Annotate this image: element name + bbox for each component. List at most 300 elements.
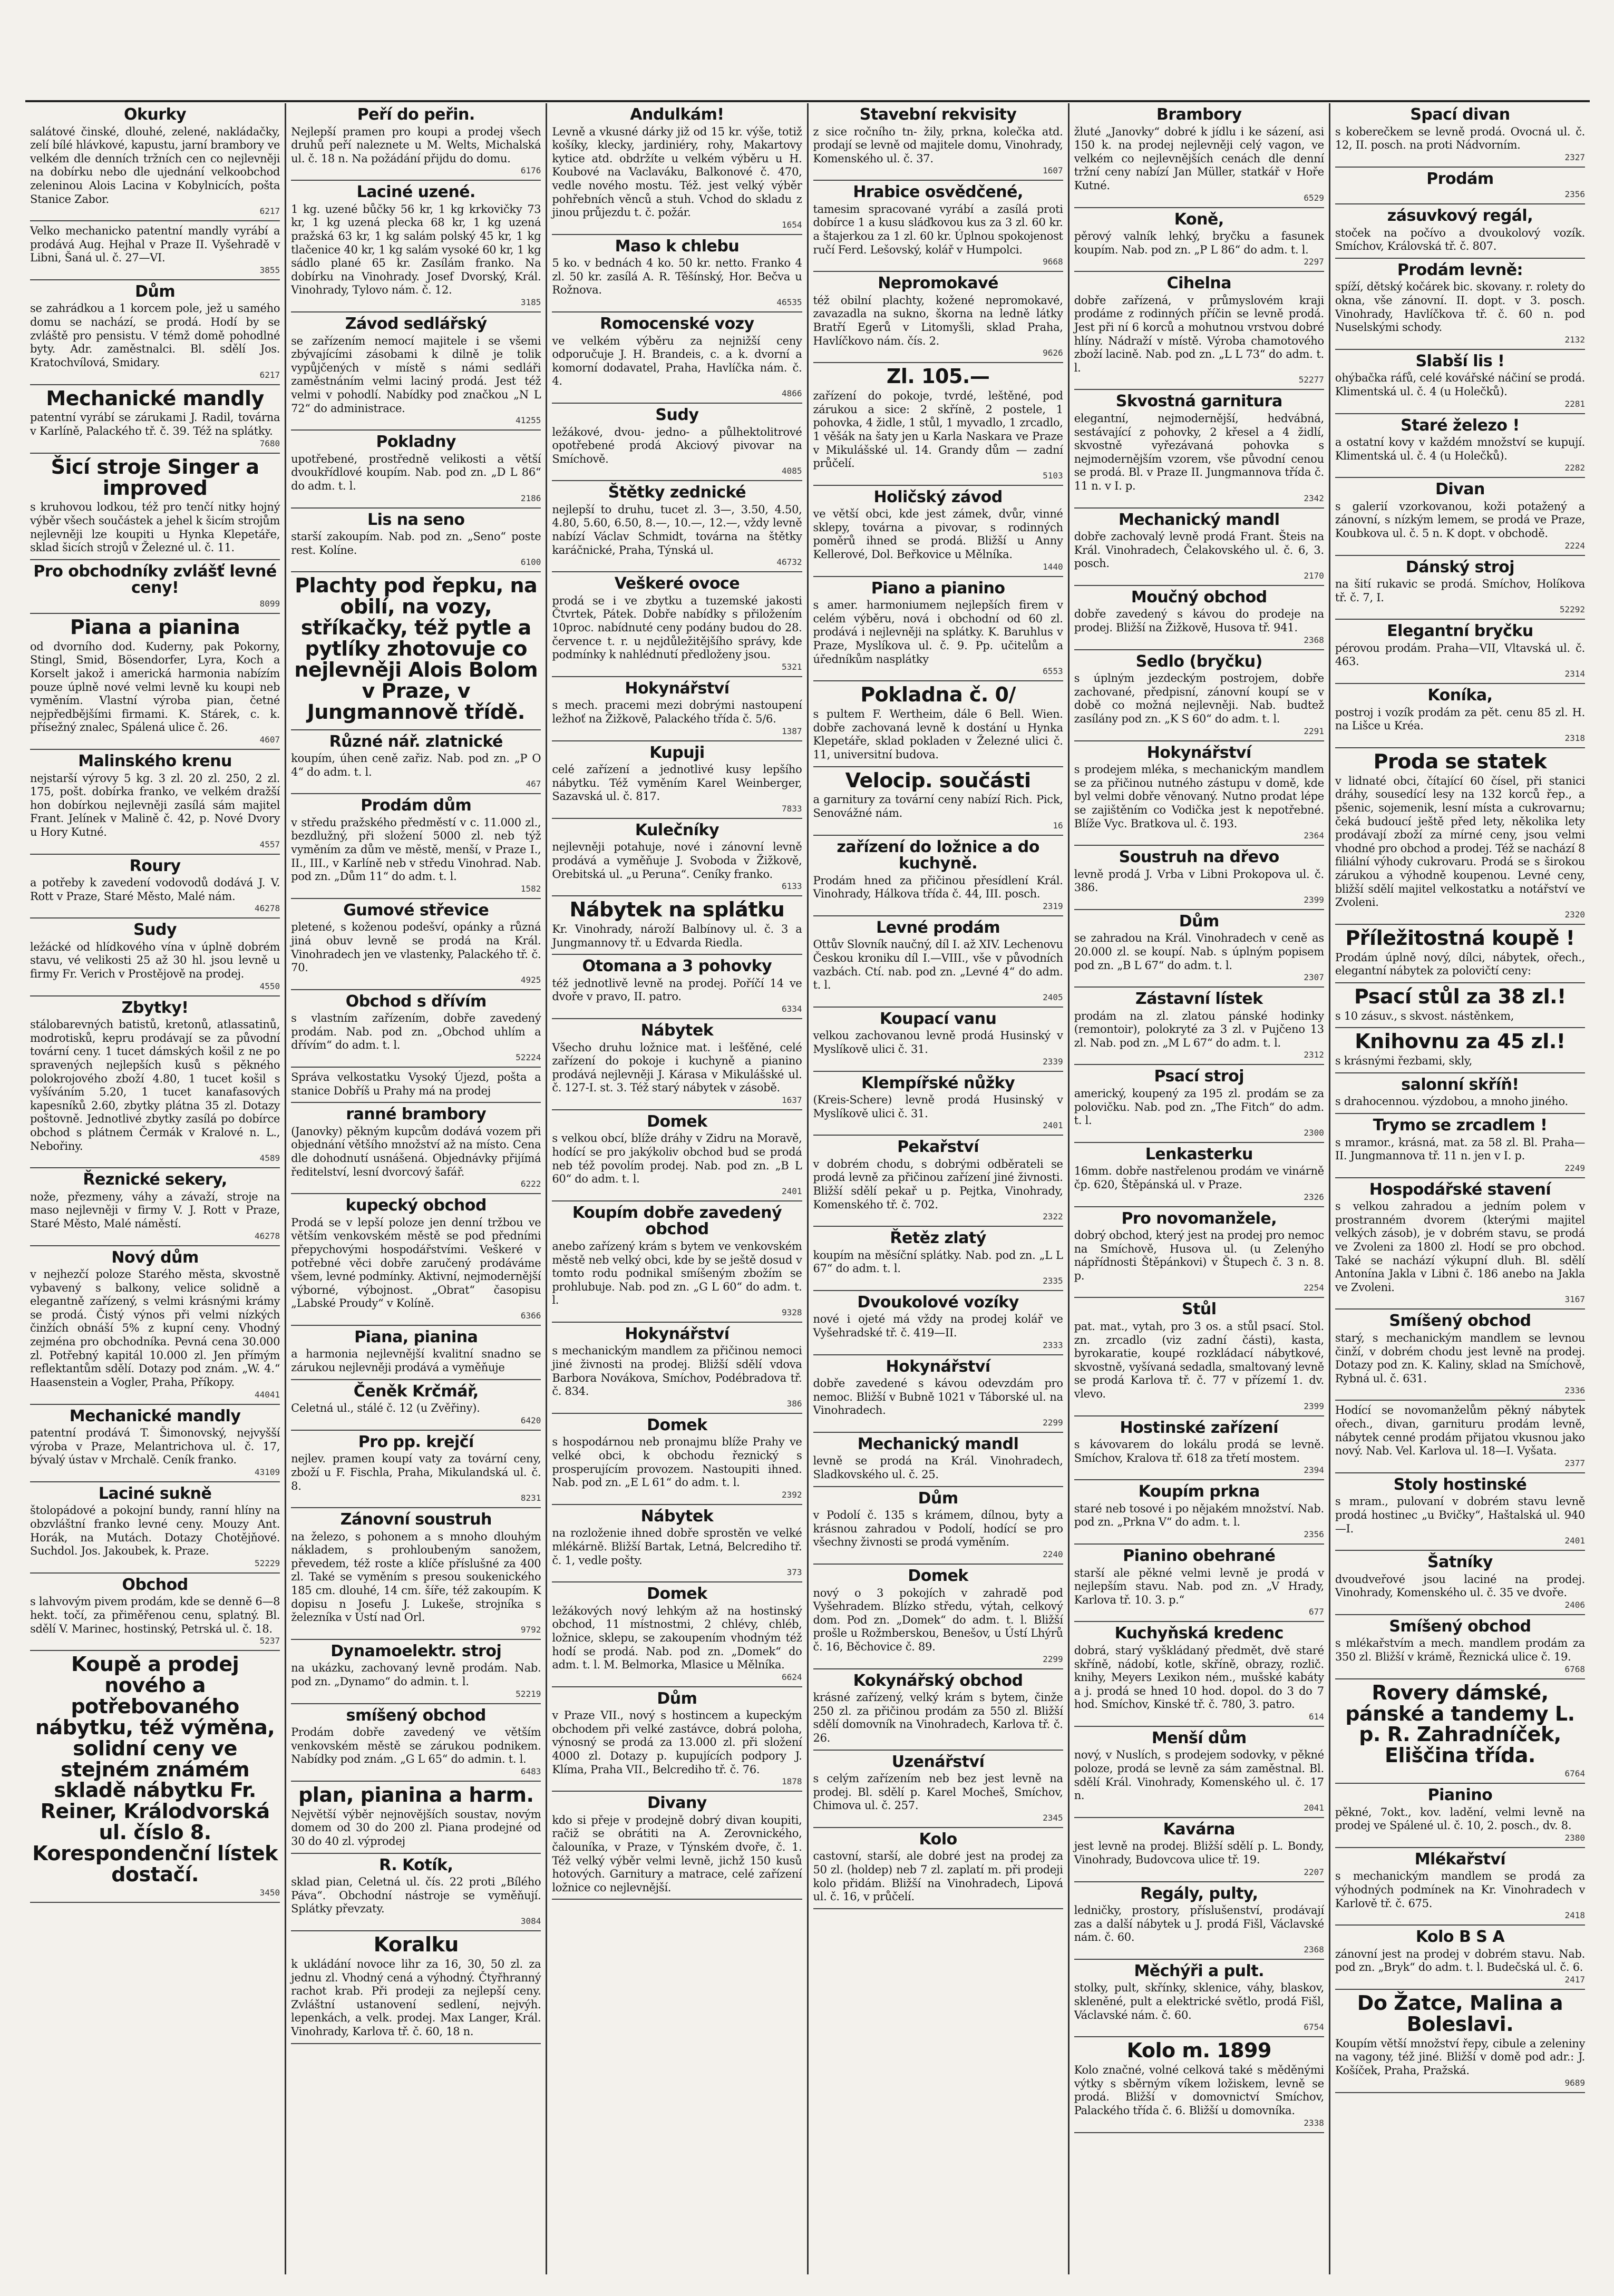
ad-code: 3084 — [520, 1916, 541, 1926]
ad-body: s galerií vzorkovanou, koži potažený a zánovní, s nízkým lemem, se prodá ve Praze, Koubkova ul. č. 5 n. K dopt. v obchodě. — [1335, 500, 1586, 540]
ad-code: 52292 — [1559, 604, 1586, 615]
ad-body: Velko mechanicko patentní mandly vyrábí a prodává Aug. Hejhal v Praze II. Vyšehradě v Libni, Šaná ul. č. 27—VI. — [30, 224, 280, 265]
ad-body: s 10 zásuv., s skvost. nástěnkem, — [1335, 1009, 1514, 1022]
ad-body: americký, koupený za 195 zl. prodám se za polovičku. Nab. pod zn. „The Fitch“ do adm. t. l. — [1074, 1087, 1324, 1127]
ad-body: Prodám úplně nový, dílci, nábytek, ořech., elegantní nábytek za polovičtí ceny: — [1335, 951, 1586, 978]
ad-heading: Domek — [647, 1112, 707, 1131]
ad-code: 2368 — [1304, 634, 1324, 645]
classified-ad — [552, 677, 802, 741]
ad-heading: Obchod s dřívím — [345, 992, 487, 1011]
ad-body: kdo si přeje v prodejně dobrý divan koupiti, račiž se obrátiti na A. Zerovnického, čalouníka, v Praze, v Týnském dvoře, č. 1. Též velký výběr velmi levně, jichž 150 kusů hotových. Garnitury a matrace, celé zařízení ložnice co nejlevnější. — [552, 1813, 802, 1894]
ad-code: 6217 — [259, 369, 280, 380]
ad-body: patentní prodává T. Šimonovský, nejvyšší výroba v Praze, Melantrichova ul. č. 17, bývalý ústav v Mrchalě. Ceník franko. — [30, 1427, 280, 1467]
classified-ad — [552, 741, 802, 819]
ad-body: dobře zavedený s kávou do prodeje na prodej. Bližší na Žižkově, Husova tř. 941. — [1074, 608, 1324, 634]
classified-ad — [1335, 259, 1585, 350]
ad-heading: Koupím dobře zavedený obchod — [572, 1203, 782, 1239]
classified-ad — [1074, 988, 1324, 1065]
classified-ad — [291, 572, 541, 730]
ad-code: 4866 — [781, 388, 802, 399]
ad-body: dobře zařízená, v průmyslovém kraji prodáme z rodinných příčin se levně prodá. Jest při ní 6 korců a mohutnou vrstvou dobré hlíny. Nádraží v místě. Výroba chamotového zboží lacině. Nab. pod zn. „L L 73“ do adm. t. l. — [1074, 294, 1324, 374]
ad-code: 2320 — [1564, 909, 1586, 920]
classified-ad — [1335, 1028, 1585, 1073]
ad-body: Hodící se novomanželům pěkný nábytek ořech., divan, garnituru prodám levně, nábytek cenné prodám přijatou vkusnou jako nový. Nab. Vel. Karlova ul. 18—I. Vyšata. — [1335, 1404, 1586, 1458]
ad-body: s mram., pulovaní v dobrém stavu levně prodá hostinec „u Bvičky“, Haštalská ul. 940—I. — [1335, 1495, 1586, 1535]
ad-body: na šití rukavic se prodá. Smíchov, Holíkova tř. č. 7, I. — [1335, 578, 1586, 604]
ad-heading: Kupuji — [649, 743, 705, 762]
classified-ad — [1335, 168, 1585, 205]
ad-code: 2336 — [1564, 1385, 1586, 1396]
classified-ad — [813, 1227, 1063, 1291]
ad-code: 2299 — [1043, 1654, 1063, 1664]
ad-heading: Koupě a prodej nového a potřebovaného nábytku, též výměna, solidní ceny ve stejném známém skladě nábytku Fr. Reiner, Králodvorská ul. číslo 8. Korespondenční lístek dostačí. — [32, 1653, 278, 1887]
ad-code: 2224 — [1564, 540, 1586, 551]
ad-heading: Hospodářské stavení — [1369, 1180, 1551, 1199]
ad-body: nový o 3 pokojích v zahradě pod Vyšehradem. Blízko středu, výtah, celkový dom. Pod zn. „Domek“ do adm. t. l. Bližší prošle u Rožmberskou, Benešov, u Ústí Lhýrů č. 16, Běchovice č. 89. — [813, 1586, 1063, 1653]
classified-ad — [813, 577, 1063, 682]
classified-ad — [30, 919, 280, 996]
ad-body: starší zakoupím. Nab. pod zn. „Seno“ poste rest. Kolíne. — [291, 530, 541, 556]
ad-code: 2300 — [1304, 1127, 1324, 1138]
ad-code: 52224 — [516, 1052, 541, 1063]
ad-code: 467 — [526, 779, 541, 789]
ad-heading: Zánovní soustruh — [340, 1510, 492, 1529]
ad-heading: Dům — [918, 1489, 958, 1508]
ad-body: Kr. Vinohrady, nároží Balbínovy ul. č. 3 a Jungmannovy tř. u Edvarda Riedla. — [552, 923, 802, 949]
classified-ad — [1335, 414, 1585, 478]
ad-heading: Regály, pulty, — [1140, 1884, 1258, 1903]
ad-heading: Nábytek na splátku — [569, 898, 785, 922]
ad-body: a harmonia nejlevnější kvalitní snadno se zárukou nejlevněji prodává a vyměňuje — [291, 1347, 541, 1374]
ad-body: velkou zachovanou levně prodá Husinský v Myslíkově ulici č. 31. — [813, 1029, 1063, 1056]
ad-body: Kolo značné, volné celková také s měděnými výtky s sběrným víkem ložiskem, levně se prodá. Bližší v domovnictví Smíchov, Palackého třída č. 6. Bližší u domovníka. — [1074, 2064, 1324, 2117]
ad-heading: Řeznické sekery, — [83, 1170, 227, 1189]
ad-code: 2345 — [1043, 1812, 1063, 1823]
ad-heading: Nepromokavé — [878, 274, 998, 293]
ad-heading: Mechanický mandl — [857, 1434, 1019, 1453]
ad-code: 9328 — [781, 1307, 802, 1317]
ad-body: s lahvovým pivem prodám, kde se denně 6—8 hekt. točí, za přiměřenou cenu, splatný. Bl. sdělí V. Marinec, hostinský, Petrská ul. č. 18. — [30, 1595, 280, 1635]
ad-code: 2394 — [1304, 1465, 1324, 1476]
classified-ad — [813, 1291, 1063, 1355]
ad-heading: Hostinské zařízení — [1120, 1418, 1279, 1437]
ad-heading: Menší dům — [1151, 1728, 1247, 1747]
classified-ad — [1074, 1065, 1324, 1142]
ad-code: 6222 — [520, 1179, 541, 1189]
ad-code: 2356 — [1304, 1529, 1324, 1540]
ad-heading: Holičský závod — [873, 487, 1003, 506]
classified-ad — [813, 1828, 1063, 1909]
ad-code: 6624 — [781, 1672, 802, 1682]
classified-ad — [1074, 272, 1324, 390]
classified-ad — [813, 1565, 1063, 1669]
ad-body: upotřebené, prostředně velikosti a větší dvoukřídlové koupím. Nab. pod zn. „D L 86“ do adm. t. l. — [291, 452, 541, 492]
column-2 — [286, 103, 547, 2274]
ad-code: 2319 — [1043, 901, 1063, 911]
classified-ad — [30, 1651, 280, 1903]
ad-body: nové i ojeté má vždy na prodej kolář ve Vyšehradské tř. č. 419—II. — [813, 1313, 1063, 1340]
ad-code: 4550 — [259, 981, 280, 991]
ad-code: 4607 — [259, 735, 280, 745]
ad-code: 6176 — [520, 165, 541, 176]
ad-body: ležákové, dvou- jedno- a půlhektolitrové opotřebené prodá Akciový pivovar na Smíchově. — [552, 425, 802, 465]
ad-heading: Příležitostná koupě ! — [1345, 926, 1575, 950]
ad-body: stálobarevných batistů, kretonů, atlassatinů, modrotisků, kepru prodávají se za původní tovární ceny. 1 tucet dámských košil z ne po spravených nejlepších kusů s pěkného polokrojového zboží 4.80, 1 tucet košil s vyšíváním 5.20, 1 tucet kanafasových kapesníků 2.60, zbytky plátna 35 zl. Dotazy poštovně. Jednotlivé zbytky zasílá po dobírce obchod s plátnem Čermák v Kralové n. L., Nebořiny. — [30, 1018, 280, 1152]
classified-ad — [291, 509, 541, 573]
ad-code: 2333 — [1043, 1340, 1063, 1350]
ad-code: 2240 — [1043, 1549, 1063, 1560]
ad-code: 43109 — [255, 1467, 280, 1477]
ad-body: se zahradou na Král. Vinohradech v ceně as 20.000 zl. se koupí. Nab. s úplným popisem pod zn. „B L 67“ do adm. t. l. — [1074, 932, 1324, 972]
classified-ad — [291, 1854, 541, 1931]
ad-body: k ukládání novoce lihr za 16, 30, 50 zl. za jednu zl. Vhodný cená a výhodný. Čtyřhranný rachot krab. Při prodeji za nejlepší ceny. Zvláštní ustanovení sedlení, nejvýh. lepenkách, a velk. prodej. Max Langer, Král. Vinohrady, Karlova tř. č. 60, 18 n. — [291, 1957, 541, 2038]
ad-code: 2399 — [1304, 1401, 1324, 1411]
ad-code: 52277 — [1298, 375, 1324, 385]
ad-body: nože, přezmeny, váhy a závaží, stroje na maso nejlevněji v firmy V. J. Rott v Praze, Staré Město, Malé náměstí. — [30, 1190, 280, 1230]
ad-code: 3855 — [259, 265, 280, 275]
ad-body: s celým zařízením neb bez jest levně na prodej. Bl. sdělí p. Karel Mocheš, Smíchov, Chimova ul. č. 257. — [813, 1772, 1063, 1812]
ad-code: 2338 — [1304, 2117, 1324, 2128]
ad-heading: Koralku — [373, 1933, 459, 1956]
ad-body: koupím na měsíční splátky. Nab. pod zn. „L L 67“ do adm. t. l. — [813, 1248, 1063, 1275]
ad-body: ohýbačka ráfů, celé kovářské náčiní se prodá. Klimentská ul. č. 4 (u Holečků). — [1335, 372, 1586, 398]
classified-ad — [813, 486, 1063, 577]
classified-ad — [1074, 1143, 1324, 1207]
ad-code: 46278 — [255, 903, 280, 914]
ad-heading: Pokladny — [376, 433, 456, 452]
ad-body: od dvorního dod. Kuderny, pak Pokorny, Stingl, Smid, Bösendorfer, Lyra, Koch a Korselt jakož i americká harmonia nabízím pouze úplně nové velmi levně ku koupi neb vyměním. Vlastní výroba pian, četné nejpředbějšími firmami. K. Stárek, c. k. přísežný znalec, Spálená ulice č. 26. — [30, 640, 280, 734]
ad-body: dobrý obchod, který jest na prodej pro nemoc na Smíchově, Husova ul. (u Zelenýho nápřídnosti Štěpánkovi) v Štupech č. 3 n. 8. p. — [1074, 1229, 1324, 1282]
ad-code: 6420 — [520, 1415, 541, 1425]
ad-heading: Šicí stroje Singer a improved — [51, 455, 259, 500]
classified-ad — [1074, 650, 1324, 741]
ad-code: 2335 — [1043, 1275, 1063, 1286]
ad-heading: Koupací vanu — [879, 1009, 997, 1028]
ad-body: na ukázku, zachovaný levně prodám. Nab. pod zn. „Dynamo“ do admin. t. l. — [291, 1662, 541, 1688]
ad-heading: Sudy — [655, 406, 699, 425]
ad-body: pat. mat., vytah, pro 3 os. a stůl psací. Stol. zn. zrcadlo (viz zadní části), kasta, byrokaratie, koupé rozkládací nábytkové, skvostně, vyšívaná sedadla, smaltovaný levně se prodá Karlova tř. č. 77 v přízemí 1. dv. vlevo. — [1074, 1320, 1324, 1401]
ad-code: 9792 — [520, 1624, 541, 1635]
ad-heading: Elegantní bryčku — [1387, 622, 1533, 641]
ad-body: ležákových nový lehkým až na hostinský obchod, 11 místnostmi, 2 chlévy, chléb, ložnice, sklepu, se zakoupením vhodným též hodí se prodá. Nab. pod zn. „Domek“ do adm. t. l. M. Belmorka, Mlasice u Mělníka. — [552, 1604, 802, 1672]
ad-code: 6764 — [1564, 1769, 1586, 1779]
classified-ad — [552, 235, 802, 312]
classified-ad — [1335, 1990, 1585, 2093]
classified-ad — [30, 221, 280, 280]
ad-body: zařízení do pokoje, tvrdé, leštěné, pod zárukou a sice: 2 skříně, 2 postele, 1 pohovka, 4 židle, 1 stůl, 1 myvadlo, 1 zrcadlo, 1 věšák na šaty jen u Karla Naskara ve Praze v Mikulášské ul. 14. Grandy dům — zadní průčelí. — [813, 389, 1063, 470]
ad-body: s pultem F. Wertheim, dále 6 Bell. Wien. dobře zachovaná levně k dostání u Hynka Klepetáře, sklad pokladen v Železné ulici č. 11, universitní budova. — [813, 708, 1063, 761]
ad-heading: Psací stroj — [1154, 1067, 1244, 1086]
classified-ad — [552, 1414, 802, 1505]
ad-heading: Divany — [647, 1794, 707, 1813]
ad-heading: Rovery dámské, pánské a tandemy L. p. R. Zahradníček, Eliščina třída. — [1345, 1681, 1575, 1767]
ad-body: postroj i vozík prodám za pět. cenu 85 zl. H. na Lišce u Kréa. — [1335, 706, 1586, 732]
ad-body: Správa velkostatku Vysoký Újezd, pošta a stanice Dobříš u Prahy má na prodej — [291, 1071, 541, 1097]
ad-heading: Malinského krenu — [78, 752, 232, 771]
ad-body: Prodám dobře zavedený ve větším venkovském městě se zárukou podnikem. Nabídky pod znám. „G L 65“ do admin. t. l. — [291, 1726, 541, 1766]
ad-code: 386 — [786, 1398, 802, 1409]
classified-ad — [291, 1431, 541, 1508]
ad-body: sklad pian, Celetná ul. čís. 22 proti „Bílého Páva“. Obchodní nástroje se vyměňují. Splátky převzaty. — [291, 1875, 541, 1916]
ad-code: 7833 — [781, 803, 802, 814]
ad-heading: Dynamoelektr. stroj — [330, 1642, 502, 1660]
ad-code: 2307 — [1304, 972, 1324, 983]
classified-ad — [813, 363, 1063, 486]
ad-body: se zahrádkou a 1 korcem pole, jež u samého domu se nachází, se prodá. Hodí by se zvláště pro pensistu. V témž domě pohodlné byty. Adr. zaměstnalci. Bl. sdělí Jos. Kratochvílová, Smidary. — [30, 302, 280, 369]
ad-body: Ottův Slovník naučný, díl I. až XIV. Lechenovu Českou kroniku díl I.—VIII., vše v původních vazbách. Ctí. nab. pod zn. „Levné 4“ do adm. t. l. — [813, 938, 1063, 992]
ad-body: staré neb tosové i po nějakém množství. Nab. pod zn. „Prkna V“ do adm. t. l. — [1074, 1502, 1324, 1529]
ad-heading: Zbytky! — [121, 998, 189, 1017]
ad-heading: Levné prodám — [876, 918, 1000, 937]
classified-ad — [1074, 846, 1324, 910]
classified-ad — [1074, 1960, 1324, 2037]
classified-ad — [30, 280, 280, 385]
ad-body: elegantní, nejmodernější, hedvábná, sestávající z pohovky, 2 křesel a 4 židlí, skvostně vyřezávaná pohovka s nejmodernějším vzorem, vše původní cenou se prodá. Bl. v Praze II. Jungmannova třída č. 11 n. v I. p. — [1074, 412, 1324, 492]
ad-code: 373 — [786, 1567, 802, 1578]
ad-heading: Smíšený obchod — [1389, 1312, 1531, 1331]
classified-ad — [1074, 1727, 1324, 1818]
classified-ad — [291, 1103, 541, 1194]
ad-code: 52229 — [255, 1558, 280, 1568]
classified-ad — [1335, 620, 1585, 684]
ad-heading: Kokynářský obchod — [853, 1671, 1023, 1690]
ad-code: 2318 — [1564, 732, 1586, 743]
classified-ad — [813, 181, 1063, 272]
ad-code: 6754 — [1304, 2022, 1324, 2033]
ad-body: též obilní plachty, kožené nepromokavé, zavazadla na sukno, škorna na ledně látky Bratří Egerů v Litomyšli, sklad Praha, Havlíčkovo nám. čís. 2. — [813, 294, 1063, 347]
ad-body: salátové činské, dlouhé, zelené, nakládačky, zelí bílé hlávkové, kapustu, jarní brambory ve velkém dle denních tržních cen co nejlevněji na dobírku nebo dle ujednání velkoobchod zeleninou Alois Lacina v Kobylnicích, pošta Stanice Zabor. — [30, 125, 280, 206]
ad-code: 2392 — [781, 1489, 802, 1500]
classified-ad — [291, 730, 541, 795]
ad-heading: smíšený obchod — [346, 1706, 486, 1725]
ad-body: pěkné, 7okt., kov. ladění, velmi levně na prodej ve Spálené ul. č. 10, 2. posch., dv. 8. — [1335, 1805, 1586, 1832]
ad-heading: Pokladna č. 0/ — [860, 683, 1016, 707]
classified-ad — [291, 1704, 541, 1782]
ad-code: 2322 — [1043, 1211, 1063, 1222]
classified-ad — [291, 1931, 541, 2044]
ad-body: levně se prodá na Král. Vinohradech, Sladkovského ul. č. 25. — [813, 1454, 1063, 1481]
ad-heading: Domek — [908, 1567, 968, 1586]
ad-heading: Uzenářství — [891, 1752, 985, 1771]
ad-body: Prodám hned za přičinou přesídlení Král. Vinohrady, Hálkova třída č. 44, III. posch. — [813, 874, 1063, 901]
ad-body: Všecho druhu ložnice mat. i lešťěné, celé zařízení do pokoje i kuchyně a pianino prodává nejlevněji J. Kárasa v Mikulášské ul. č. 127-I. st. 3. Též starý nábytek v zásobě. — [552, 1041, 802, 1095]
classified-ad — [1074, 910, 1324, 988]
ad-heading: Zástavní lístek — [1135, 990, 1263, 1009]
classified-ad — [813, 1136, 1063, 1227]
ad-code: 2401 — [1564, 1536, 1586, 1546]
classified-ad — [1335, 1473, 1585, 1551]
ad-code: 1878 — [781, 1776, 802, 1787]
ad-body: štolopádové a pokojní bundy, ranní hlíny na obzvláštní franko levné ceny. Mouzy Ant. Horák, na Mutách. Dotazy Chotějňové. Suchdol. Jos. Jakoubek, k. Praze. — [30, 1504, 280, 1558]
ad-body: nový, v Nuslích, s prodejem sodovky, v pěkné poloze, prodá se levně za sám zaměstnal. Bl. sdělí Král. Vinohrady, Komenského ul. č. 17 n. — [1074, 1748, 1324, 1802]
ad-code: 2399 — [1304, 894, 1324, 905]
ad-body: (Janovky) pěkným kupcům dodává vozem při objednání většího množství až na místo. Cena dle dohodnutí usnášená. Objednávky přijímá ředitelství, lesní dvorcový šafář. — [291, 1125, 541, 1178]
ad-heading: Mechanický mandl — [1118, 510, 1280, 529]
classified-ad — [1335, 1114, 1585, 1178]
ad-body: nejlev. pramen koupí vaty za tovární ceny, zboží u F. Fischla, Praha, Mikulandská ul. č. 8. — [291, 1452, 541, 1492]
classified-ad — [813, 1433, 1063, 1487]
ad-heading: Kolo m. 1899 — [1126, 2039, 1271, 2063]
classified-ad — [30, 560, 280, 614]
ad-code: 2207 — [1304, 1867, 1324, 1877]
ad-body: anebo zařízený krám s bytem ve venkovském městě neb velký obci, kde by se ještě dosud v tomto rodu podnikal smíšeným zbožím se prohlubuje. Nab. pod zn. „G L 60“ do adm. t. l. — [552, 1239, 802, 1307]
ad-code: 2254 — [1304, 1283, 1324, 1293]
classified-ad — [552, 572, 802, 677]
classified-ad — [291, 1194, 541, 1326]
ad-body: na železo, s pohonem a s mnoho dlouhým nákladem, s prohloubeným sanožem, převedem, též roste a klíče příslušné za 400 zl. Také se vyměním s presou soukenického 185 cm. dlouhé, 14 cm. šíře, též zakoupím. K dopisu n Josefu J. Lukeše, strojníka s železníka v Ústí nad Orl. — [291, 1530, 541, 1624]
classified-ad — [1335, 748, 1585, 925]
classified-ad — [1074, 1298, 1324, 1416]
ad-heading: Staré železo ! — [1401, 416, 1520, 435]
classified-ad — [1335, 350, 1585, 414]
ad-code: 6529 — [1304, 192, 1324, 203]
ad-heading: Okurky — [124, 105, 187, 124]
ad-heading: Lis na seno — [367, 510, 465, 529]
ad-code: 2041 — [1304, 1802, 1324, 1813]
ad-heading: Sudy — [133, 921, 177, 940]
ad-body: 1 kg. uzené bůčky 56 kr, 1 kg krkovičky 73 kr, 1 kg uzená plecka 68 kr, 1 kg uzená pražská 63 kr, 1 kg salám polský 45 kr, 1 kg tlačenice 40 kr, 1 kg salám vysoké 60 kr, 1 kg sádlo plané 65 kr. Zasílám franko. Na dobírku na Vinohrady. Josef Dvorský, Král. Vinohrady, Tylovo nám. č. 12. — [291, 202, 541, 297]
ad-code: 6100 — [520, 557, 541, 568]
ad-body: Koupím větší množství řepy, cibule a zeleniny na vagony, též jiné. Bližší v domě pod adr.: J. Košíček, Praha, Pražská. — [1335, 2037, 1586, 2077]
ad-heading: salonní skříň! — [1401, 1075, 1519, 1094]
ad-heading: Řetěz zlatý — [890, 1229, 986, 1248]
classified-ad — [813, 916, 1063, 1008]
ad-body: s krásnými řezbami, skly, — [1335, 1054, 1473, 1068]
ad-columns — [25, 103, 1590, 2274]
ad-heading: Piana, pianina — [354, 1327, 478, 1346]
ad-heading: Piana a pianina — [70, 615, 240, 639]
ad-code: 2299 — [1043, 1417, 1063, 1428]
ad-heading: Andulkám! — [630, 105, 724, 124]
classified-ad — [291, 312, 541, 431]
ad-body: s mech. pracemi mezi dobrými nastoupení ležhoť na Žižkově, Palackého třída č. 5/6. — [552, 699, 802, 725]
ad-body: starý, s mechanickým mandlem se levnou činží, v dobrém chodu jest levně na prodej. Dotazy pod zn. K. Kaliny, sklad na Smíchově, Rybná ul. č. 631. — [1335, 1331, 1586, 1385]
ad-body: dobře zachovalý levně prodá Frant. Šteis na Král. Vinohradech, Čelakovského ul. č. 6, 3. posch. — [1074, 530, 1324, 570]
classified-ad — [1074, 390, 1324, 508]
classified-ad — [813, 681, 1063, 767]
classified-ad — [813, 1008, 1063, 1072]
ad-code: 2249 — [1564, 1162, 1586, 1173]
classified-ad — [1074, 1622, 1324, 1727]
ad-heading: Různé nář. zlatnické — [329, 732, 503, 751]
ad-code: 1607 — [1043, 165, 1063, 176]
ad-body: s amer. harmoniumem nejlepších firem v celém výběru, nová i obchodní od 60 zl. prodává i nejlevněji na splátky. K. Baruhlus v Praze, Myslíkova ul. č. 9. Pp. učitelům a úředníkům nasplátky — [813, 599, 1063, 666]
ad-body: zánovní jest na prodej v dobrém stavu. Nab. pod zn. „Bryk“ do adm. t. l. Budečská ul. č. 6. — [1335, 1947, 1586, 1974]
ad-heading: Soustruh na dřevo — [1119, 848, 1279, 867]
ad-heading: Šatníky — [1427, 1553, 1493, 1572]
ad-code: 677 — [1308, 1607, 1324, 1617]
ad-heading: Stoly hostinské — [1393, 1475, 1527, 1494]
ad-code: 7680 — [259, 438, 280, 448]
ad-heading: Proda se statek — [1373, 749, 1547, 773]
ad-heading: Moučný obchod — [1131, 588, 1267, 607]
ad-code: 46732 — [776, 557, 802, 568]
ad-body: s kávovarem do lokálu prodá se levně. Smíchov, Kralova tř. 618 za třetí mostem. — [1074, 1438, 1324, 1464]
ad-code: 2380 — [1564, 1832, 1586, 1843]
ad-body: tamesim spracované vyrábí a zasílá proti dobírce 1 a kusu sláďkovou kus za 3 zl. 60 kr. a štajerkou za 1 zl. 60 kr. Úplnou spokojenost ručí Ferd. Lešovský, kolář v Humpolci. — [813, 202, 1063, 256]
ad-code: 5237 — [259, 1636, 280, 1646]
ad-code: 2291 — [1304, 726, 1324, 736]
ad-code: 2406 — [1564, 1599, 1586, 1610]
ad-heading: Nový dům — [111, 1248, 199, 1267]
classified-ad — [291, 990, 541, 1068]
ad-heading: Klempířské nůžky — [861, 1073, 1015, 1092]
ad-code: 2364 — [1304, 831, 1324, 841]
column-1 — [25, 103, 286, 2274]
classified-ad — [1074, 1480, 1324, 1545]
ad-code: 41255 — [516, 415, 541, 426]
ad-body: prodá se i ve zbytku a tuzemské jakosti Čtvrtek, Pátek. Dobře nabídky s přiložením 10proc. nabídnuté ceny podány budou do 28. července t. r. u nejdůležitějšího správy, kde podmínky k nahlédnutí předloženy jsou. — [552, 594, 802, 661]
classified-ad — [1335, 103, 1585, 168]
classified-ad — [30, 855, 280, 919]
classified-ad — [30, 996, 280, 1169]
ad-code: 3450 — [259, 1887, 280, 1898]
classified-ad — [552, 404, 802, 481]
ad-body: Celetná ul., stálé č. 12 (u Zvěřiny). — [291, 1402, 480, 1415]
ad-body: Nejlepší pramen pro koupi a prodej všech druhů peří naleznete u M. Welts, Michalská ul. č. 18 n. Na požádání přijdu do domu. — [291, 125, 541, 165]
ad-body: dobrá, starý vyškládaný předmět, dvě staré skříně, nádobí, kotle, skříně, obrazy, rozlič. knihy, Meyers Lexikon ném., mušské kabáty a j. prodá se hned 10 hod. dopol. do 3 do 7 hod. Smíchov, Kinské tř. č. 780, 3. patro. — [1074, 1644, 1324, 1711]
classified-ad — [1335, 925, 1585, 983]
ad-heading: Slabší lis ! — [1415, 351, 1505, 370]
ad-code: 2417 — [1564, 1974, 1586, 1985]
column-6 — [1330, 103, 1590, 2274]
ad-body: Největší výběr nejnovějších soustav, novým domem od 30 do 200 zl. Piana prodejné od 30 do 40 zl. výprodej — [291, 1808, 541, 1848]
classified-ad — [30, 454, 280, 560]
ad-code: 2401 — [781, 1186, 802, 1196]
classified-ad — [813, 1487, 1063, 1565]
classified-ad — [552, 1201, 802, 1323]
ad-body: v Podolí č. 135 s krámem, dílnou, byty a krásnou zahradou v Podolí, hodící se pro všechny živnosti se prodá vyměním. — [813, 1509, 1063, 1549]
ad-body: nejlevněji potahuje, nové i zánovní levně prodává a vyměňuje J. Svoboda v Žižkově, Orebitská ul. „u Peruna“. Ceníky franko. — [552, 841, 802, 881]
ad-body: v nejhezčí poloze Starého města, skvostně vybavený s balkony, velice solidně a elegantně zařízený, s velmi krásnými krámy se prodá. Čistý výnos při velmi nízkých činžích obnáší 5% z kupní ceny. Vhodný zejména pro obchodníka. Pevná cena 30.000 zl. Potřebný kapitál 10.000 zl. Jen přímým reflektantům sdělí. Dotazy pod znám. „W. 4.“ Haasenstein a Vogler, Praha, Příkopy. — [30, 1268, 280, 1389]
ad-body: v Praze VII., nový s hostincem a kupeckým obchodem při velké zastávce, dobrá poloha, výnosný se prodá za 13.000 zl. při složení 4000 zl. Dotazy p. kupujících podpory J. Klíma, Praha VII., Belcrediho tř. č. 76. — [552, 1709, 802, 1776]
classified-ad — [1335, 478, 1585, 555]
ad-heading: Plachty pod řepku, na obilí, na vozy, stříkačky, též pytle a pytlíky zhotovuje co nejlevněji Alois Bolom v Praze, v Jungmannově třídě. — [294, 574, 538, 724]
classified-ad — [291, 1782, 541, 1854]
ad-code: 4589 — [259, 1153, 280, 1164]
classified-ad — [291, 431, 541, 508]
ad-body: patentní vyrábí se zárukami J. Radil, továrna v Karlíně, Palackého tř. č. 39. Též na splátky. — [30, 411, 280, 438]
classified-ad — [813, 1751, 1063, 1828]
ad-heading: Závod sedlářský — [345, 315, 487, 334]
classified-ad — [1335, 684, 1585, 748]
ad-body: nejstarší výrovy 5 kg. 3 zl. 20 zl. 250, 2 zl. 175, pošt. dobírka franko, ve velkém dražší hon dobírkou nejlevněji zasílá sám majitel Frant. Jelínek v Malině č. 42, p. Nové Dvory u Hory Kutné. — [30, 771, 280, 838]
ad-heading: Laciné uzené. — [356, 183, 475, 202]
classified-ad — [1335, 1551, 1585, 1615]
ad-code: 2401 — [1043, 1120, 1063, 1131]
classified-ad — [813, 103, 1063, 181]
ad-body: a potřeby k zavedení vodovodů dodává J. V. Rott v Praze, Staré Město, Malé nám. — [30, 876, 280, 903]
classified-ad — [1074, 1207, 1324, 1298]
ad-code: 1440 — [1043, 561, 1063, 572]
ad-body: pěrový valník lehký, bryčku a fasunek koupím. Nab. pod zn. „P L 86“ do adm. t. l. — [1074, 230, 1324, 256]
ad-body: z sice ročního tn- žily, prkna, kolečka atd. prodají se levně od majitele domu, Vinohrady, Komenského ul. č. 37. — [813, 125, 1063, 165]
ad-body: s velkou obcí, blíže dráhy v Zidru na Moravě, hodící se pro jakýkoliv obchod bud se prodá neb též povolím prodej. Nab. pod zn. „B L 60“ do adm. t. l. — [552, 1132, 802, 1186]
ad-heading: Kolo B S A — [1415, 1928, 1505, 1947]
ad-heading: Stavební rekvisity — [859, 105, 1017, 124]
ad-body: 16mm. dobře nastřelenou prodám ve vinárně čp. 620, Štěpánská ul. v Praze. — [1074, 1165, 1324, 1191]
classified-ad — [552, 481, 802, 572]
ad-heading: Prodám — [1426, 169, 1494, 188]
classified-ad — [1335, 1784, 1585, 1848]
ad-code: 6217 — [259, 206, 280, 217]
ad-heading: Pekařství — [897, 1138, 979, 1157]
ad-body: s vlastním zařízením, dobře zavedený prodám. Nab. pod zn. „Obchod uhlím a dřívím“ do adm. t. l. — [291, 1012, 541, 1052]
ad-heading: Kuchyňská kredenc — [1114, 1624, 1284, 1643]
ad-heading: Maso k chlebu — [615, 237, 740, 256]
classified-ad — [552, 955, 802, 1019]
ad-heading: Pro novomanžele, — [1121, 1209, 1277, 1228]
